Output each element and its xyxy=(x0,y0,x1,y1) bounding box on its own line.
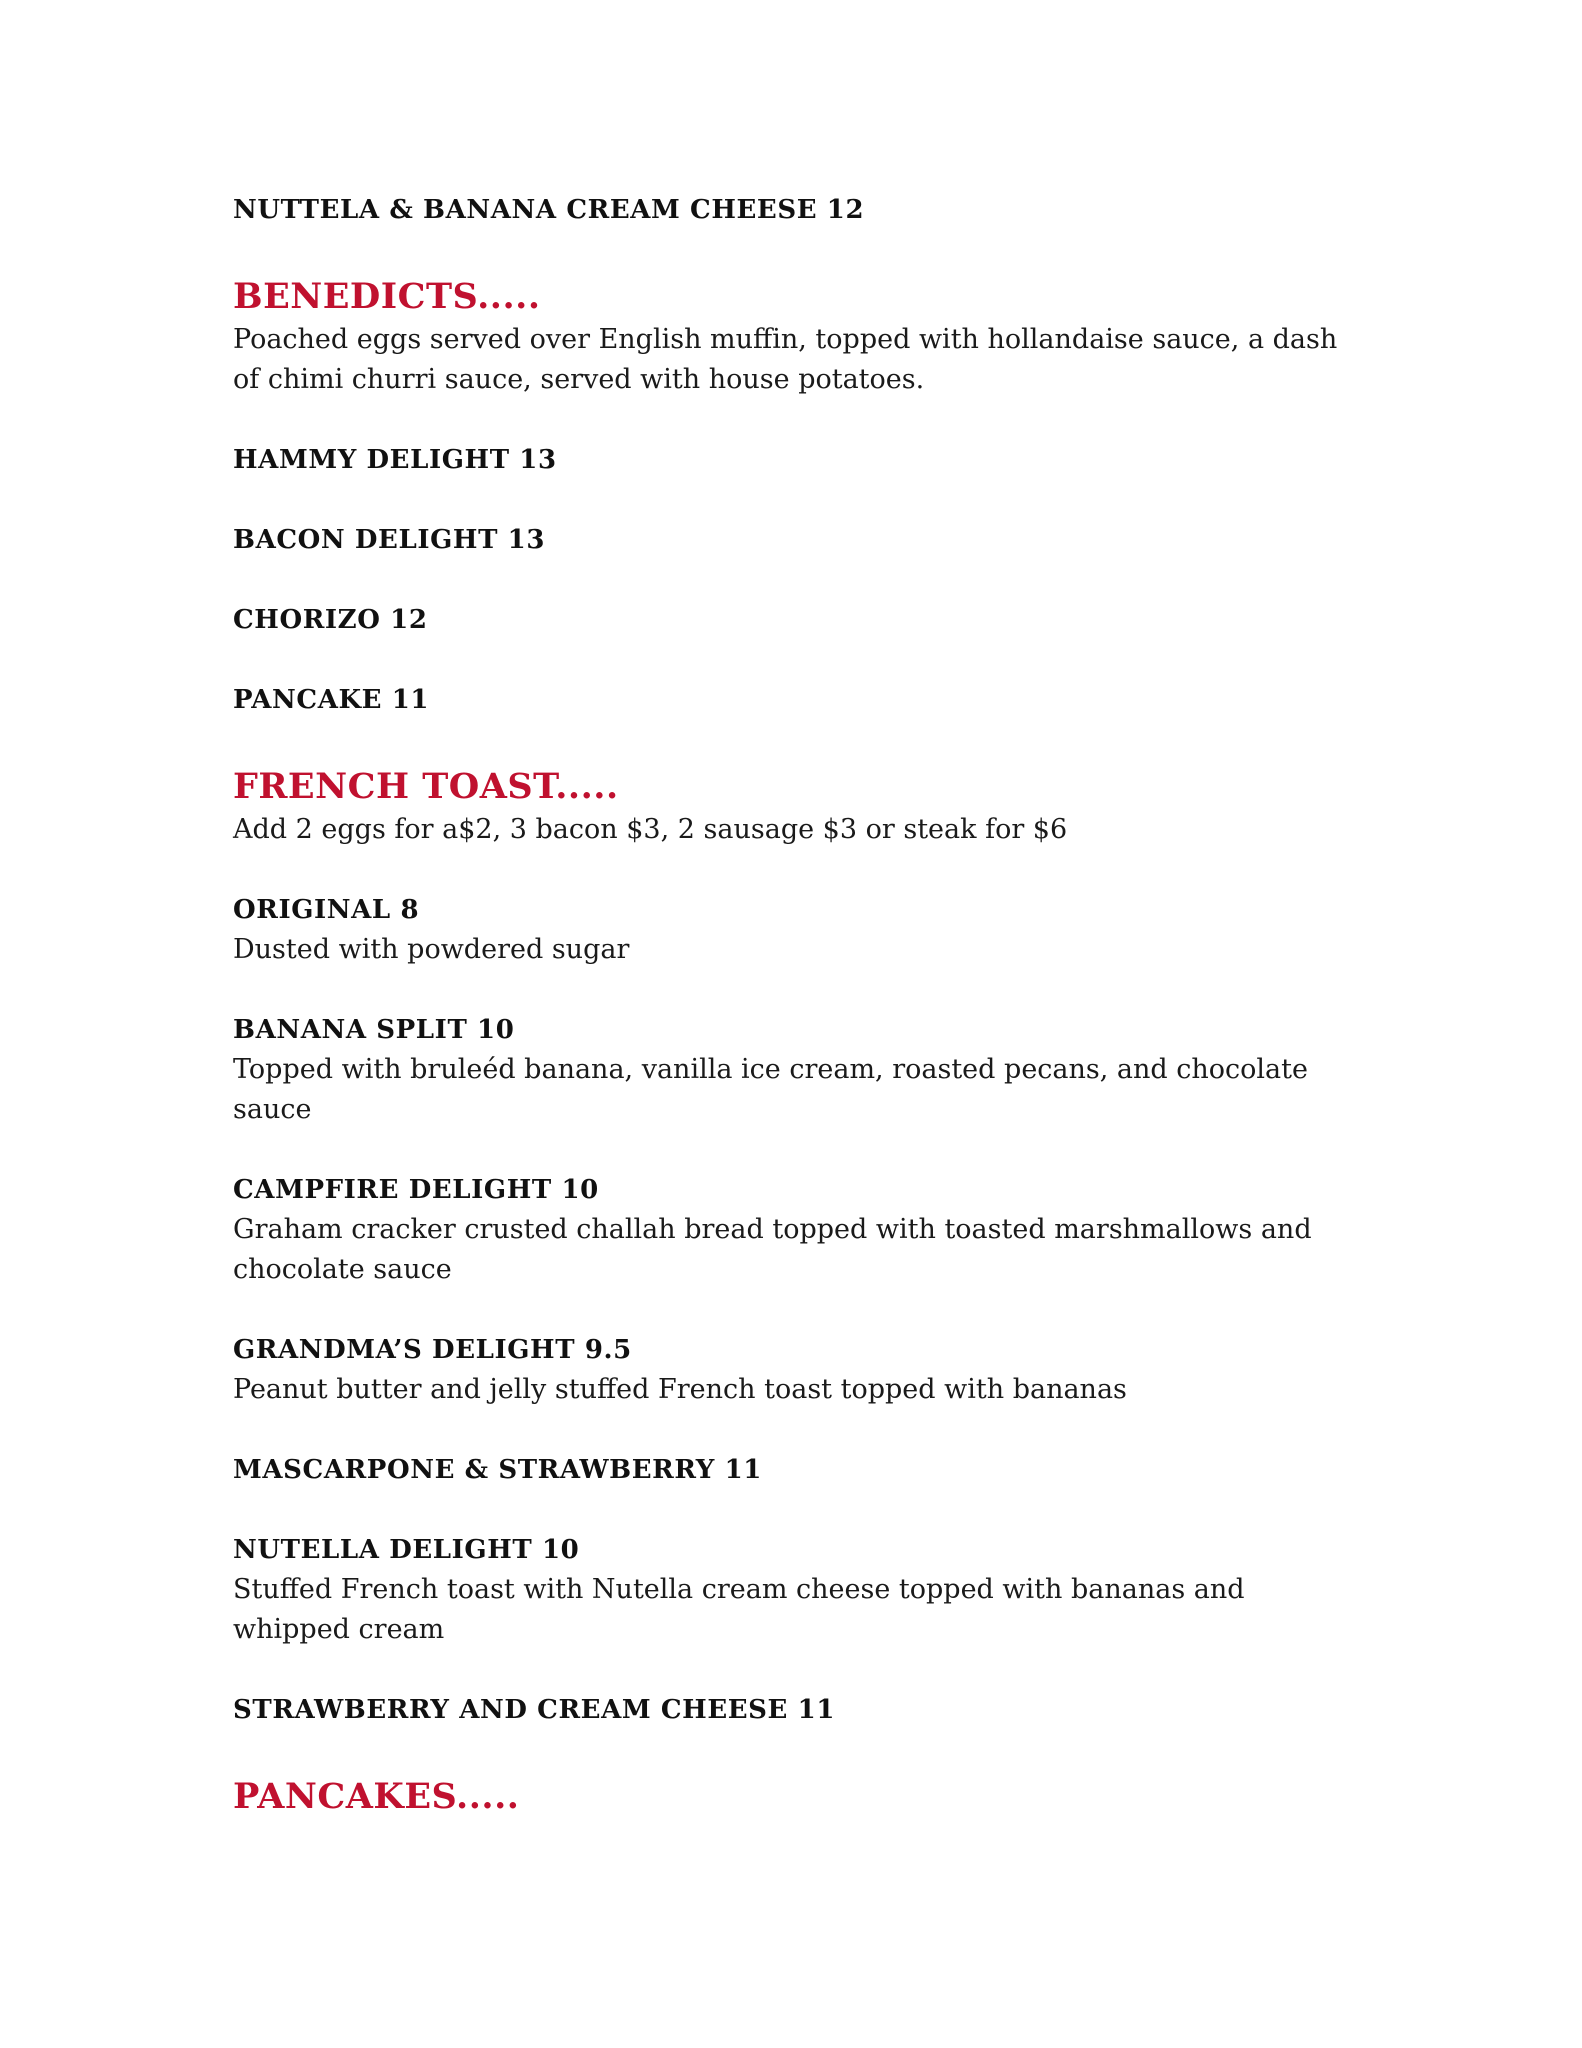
menu-item-description: Peanut butter and jelly stuffed French toast topped with bananas xyxy=(233,1374,1127,1405)
section-heading-french-toast: FRENCH TOAST..... xyxy=(233,766,619,807)
menu-item-description: Graham cracker crusted challah bread topped with toasted marshmallows and chocolate sauce xyxy=(233,1214,1312,1285)
section-description: Add 2 eggs for a$2, 3 bacon $3, 2 sausage $3 or steak for $6 xyxy=(233,814,1068,845)
section-heading-benedicts: BENEDICTS..... xyxy=(233,276,541,317)
menu-item-description: Dusted with powdered sugar xyxy=(233,934,630,965)
menu-item-title: CHORIZO 12 xyxy=(233,605,428,635)
menu-item-title: STRAWBERRY AND CREAM CHEESE 11 xyxy=(233,1695,836,1725)
menu-item-title: BACON DELIGHT 13 xyxy=(233,525,546,555)
menu-item-title: PANCAKE 11 xyxy=(233,685,430,715)
menu-page xyxy=(233,190,1363,1820)
menu-item-title: NUTELLA DELIGHT 10 xyxy=(233,1535,580,1565)
menu-item-title: BANANA SPLIT 10 xyxy=(233,1015,515,1045)
menu-item-title: ORIGINAL 8 xyxy=(233,895,420,925)
section-heading-pancakes: PANCAKES..... xyxy=(233,1776,520,1817)
menu-item-title: NUTTELA & BANANA CREAM CHEESE 12 xyxy=(233,195,865,225)
section-description: Poached eggs served over English muffin, topped with hollandaise sauce, a dash of chimi churri sauce, served with house potatoes. xyxy=(233,324,1338,395)
menu-item-title: MASCARPONE & STRAWBERRY 11 xyxy=(233,1455,762,1485)
menu-item-title: HAMMY DELIGHT 13 xyxy=(233,445,557,475)
menu-item-description: Stuffed French toast with Nutella cream cheese topped with bananas and whipped cream xyxy=(233,1574,1245,1645)
menu-item-title: GRANDMA’S DELIGHT 9.5 xyxy=(233,1335,632,1365)
menu-item-title: CAMPFIRE DELIGHT 10 xyxy=(233,1175,599,1205)
menu-item-description: Topped with bruleéd banana, vanilla ice cream, roasted pecans, and chocolate sauce xyxy=(233,1054,1308,1125)
